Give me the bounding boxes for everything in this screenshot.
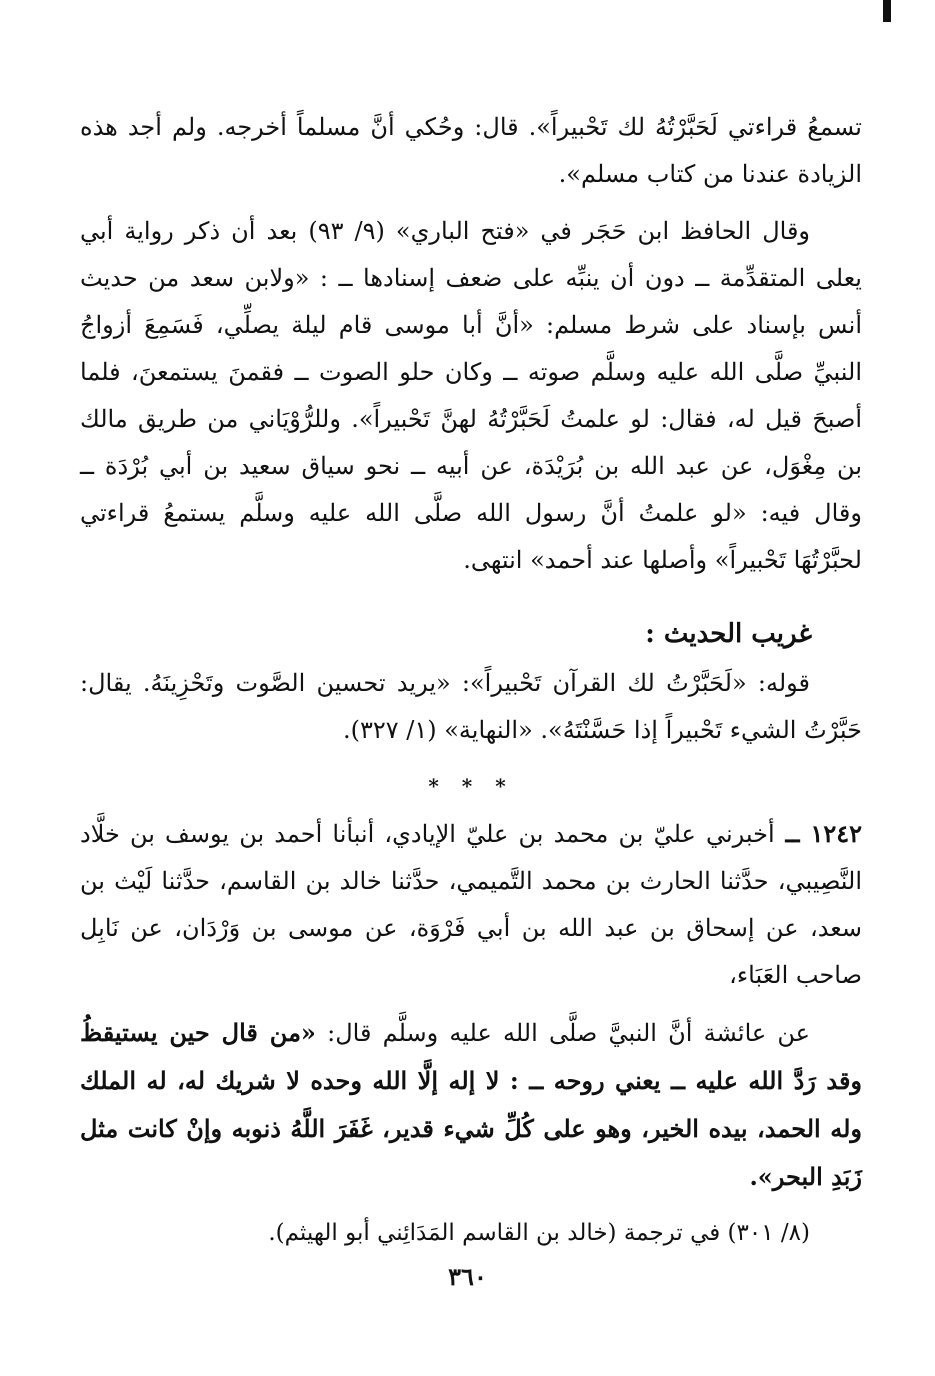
hadith-number: ١٢٤٢ ــ [774, 819, 863, 848]
scan-edge-mark [883, 0, 891, 22]
hadith-isnad: أخبرني عليّ بن محمد بن عليّ الإيادي، أنبأنا أحمد بن يوسف بن خلَّاد النَّصِيبي، حدَّثنا الحارث بن محمد التَّميمي، حدَّثنا خالد بن القاسم، حدَّثنا لَيْث بن سعد، عن إسحاق بن عبد الله بن أبي فَرْوَة، عن موسى بن وَرْدَان، عن نَابِل صاحب العَبَاء، [80, 820, 862, 989]
paragraph-hadith-chain [80, 810, 862, 999]
page-number: ٣٦٠ [448, 1262, 487, 1291]
paragraph-gharib: قوله: «لَحَبَّرْتُ لك القرآن تَحْبيراً»: «يريد تحسين الصَّوت وتَحْزِينَهُ. يقال: حَبَّرْتُ الشيء تَحْبيراً إذا حَسَّنْتَهُ». «النهاية» (١/ ٣٢٧). [80, 669, 862, 744]
paragraph-ibn-hajar: وقال الحافظ ابن حَجَر في «فتح الباري» (٩/ ٩٣) بعد أن ذكر رواية أبي يعلى المتقدِّمة ــ دون أن ينبِّه على ضعف إسنادها ــ : «ولابن سعد من حديث أنس بإسناد على شرط مسلم: «أنَّ أبا موسى قام ليلة يصلِّي، فَسَمِعَ أزواجُ النبيِّ صلَّى الله عليه وسلَّم صوته ــ وكان حلو الصوت ــ فقمنَ يستمعنَ، فلما أصبحَ قيل له، فقال: لو علمتُ لَحَبَّرْتُهُ لهنَّ تَحْبيراً». وللرُّوْيَاني من طريق مالك بن مِغْوَل، عن عبد الله بن بُرَيْدَة، عن أبيه ــ نحو سياق سعيد بن أبي بُرْدَة ــ وقال فيه: «لو علمتُ أنَّ رسول الله صلَّى الله عليه وسلَّم يستمعُ قراءتي لحبَّرْتُهَا تَحْبيراً» وأصلها عند أحمد» انتهى. [80, 217, 862, 574]
section-heading: غريب الحديث : [645, 619, 812, 649]
hadith-intro: عن عائشة أنَّ النبيَّ صلَّى الله عليه وسلَّم قال: [315, 1019, 810, 1047]
paragraph-continuation: تسمعُ قراءتي لَحَبَّرْتُهُ لك تَحْبيراً». قال: وحُكي أنَّ مسلماً أخرجه. ولم أجد هذه الزيادة عندنا من كتاب مسلم». [80, 113, 862, 188]
page-content [80, 104, 862, 1255]
hadith-quote: «من قال حين يستيقظُ وقد رَدَّ الله عليه ــ يعني روحه ــ : لا إله إلَّا الله وحده لا شريك له، له الملك وله الحمد، بيده الخير، وهو على كُلِّ شيء قدير، غَفَرَ اللَّهُ ذنوبه وإنْ كانت مثل زَبَدِ البحر». [80, 1018, 862, 1191]
paragraph-hadith-text [80, 1009, 862, 1201]
footnote: (٨/ ٣٠١) في ترجمة (خالد بن القاسم المَدَائِني أبو الهيثم). [268, 1220, 810, 1246]
section-separator: * * * [428, 774, 514, 798]
